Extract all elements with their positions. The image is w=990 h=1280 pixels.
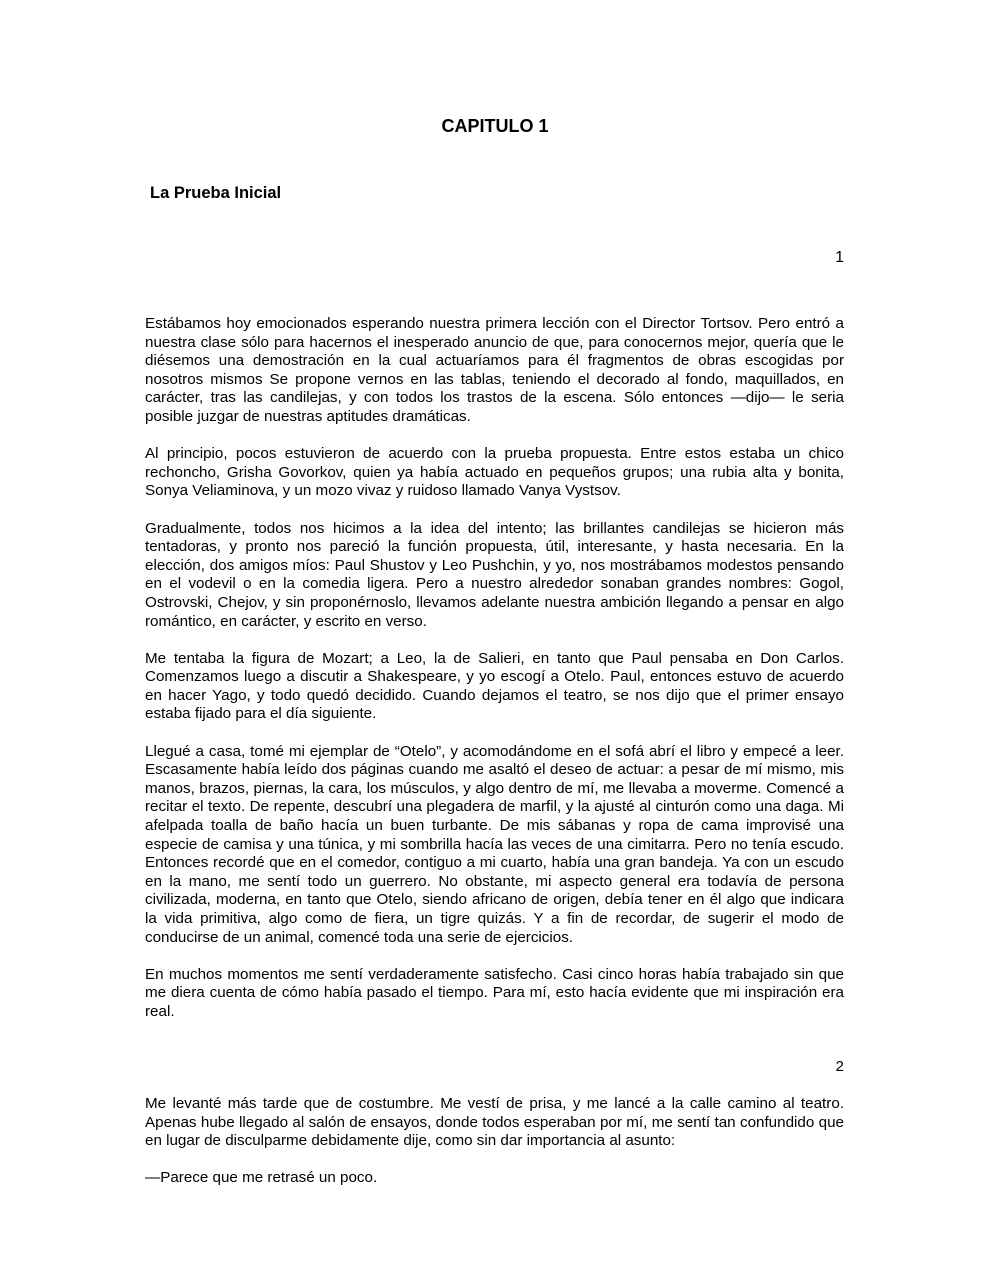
section-title: La Prueba Inicial (150, 184, 282, 202)
paragraph: Me levanté más tarde que de costumbre. Me vestí de prisa, y me lancé a la calle camino al teatro. Apenas hube llegado al salón de ensayos, donde todos esperaban por mí, me sentí tan confundido que en lugar de disculparme debidamente dije, como sin dar importancia al asunto: (145, 1095, 844, 1150)
body-text-block-1 (145, 315, 844, 1040)
paragraph: —Parece que me retrasé un poco. (145, 1169, 378, 1187)
body-text-block-2 (145, 1095, 844, 1207)
paragraph: Me tentaba la figura de Mozart; a Leo, la de Salieri, en tanto que Paul pensaba en Don Carlos. Comenzamos luego a discutir a Shakespeare, y yo escogí a Otelo. Paul, entonces estuvo de acuerdo en hacer Yago, y todo quedó decidido. Cuando dejamos el teatro, se nos dijo que el primer ensayo estaba fijado para el día siguiente. (145, 649, 844, 723)
page-marker-2: 2 (835, 1058, 844, 1075)
paragraph: Llegué a casa, tomé mi ejemplar de “Otelo”, y acomodándome en el sofá abrí el libro y empecé a leer. Escasamente había leído dos páginas cuando me asaltó el deseo de actuar: a pesar de mí mismo, mis manos, brazos, piernas, la cara, los músculos, y algo dentro de mí, me llevaba a moverme. Comencé a recitar el texto. De repente, descubrí una plegadera de marfil, y la ajusté al cinturón como una daga. Mi afelpada toalla de baño hacía un buen turbante. De mis sábanas y ropa de cama improvisé una especie de camisa y una túnica, y mi sombrilla hacía las veces de una cimitarra. Pero no tenía escudo. Entonces recordé que en el comedor, contiguo a mi cuarto, había una gran bandeja. Ya con un escudo en la mano, me sentí todo un guerrero. No obstante, mi aspecto general era todavía de persona civilizada, moderna, en tanto que Otelo, siendo africano de origen, debía tener en él algo que indicara la vida primitiva, algo como de fiera, un tigre quizás. Y a fin de recordar, de sugerir el modo de conducirse de un animal, comencé toda una serie de ejercicios. (145, 742, 844, 946)
paragraph: En muchos momentos me sentí verdaderamente satisfecho. Casi cinco horas había trabajado sin que me diera cuenta de cómo había pasado el tiempo. Para mí, esto hacía evidente que mi inspiración era real. (145, 965, 844, 1020)
page-marker-1: 1 (835, 249, 844, 266)
paragraph: Gradualmente, todos nos hicimos a la idea del intento; las brillantes candilejas se hicieron más tentadoras, y pronto nos pareció la función propuesta, útil, interesante, y hasta necesaria. En la elección, dos amigos míos: Paul Shustov y Leo Pushchin, y yo, nos mostrábamos modestos pensando en el vodevil o en la comedia ligera. Pero a nuestro alrededor sonaban grandes nombres: Gogol, Ostrovski, Chejov, y sin proponérnoslo, llevamos adelante nuestra ambición llegando a pensar en algo romántico, en carácter, y escrito en verso. (145, 519, 844, 630)
chapter-title: CAPITULO 1 (441, 116, 549, 136)
paragraph: Al principio, pocos estuvieron de acuerdo con la prueba propuesta. Entre estos estaba un chico rechoncho, Grisha Govorkov, quien ya había actuado en pequeños grupos; una rubia alta y bonita, Sonya Veliaminova, y un mozo vivaz y ruidoso llamado Vanya Vystsov. (145, 445, 844, 500)
paragraph: Estábamos hoy emocionados esperando nuestra primera lección con el Director Tortsov. Pero entró a nuestra clase sólo para hacernos el inesperado anuncio de que, para conocernos mejor, quería que le diésemos una demostración en la cual actuaríamos para él fragmentos de obras escogidas por nosotros mismos Se propone vernos en las tablas, teniendo el decorado al fondo, maquillados, en carácter, tras las candilejas, y con todos los trastos de la escena. Sólo entonces —dijo— le seria posible juzgar de nuestras aptitudes dramáticas. (145, 315, 844, 425)
